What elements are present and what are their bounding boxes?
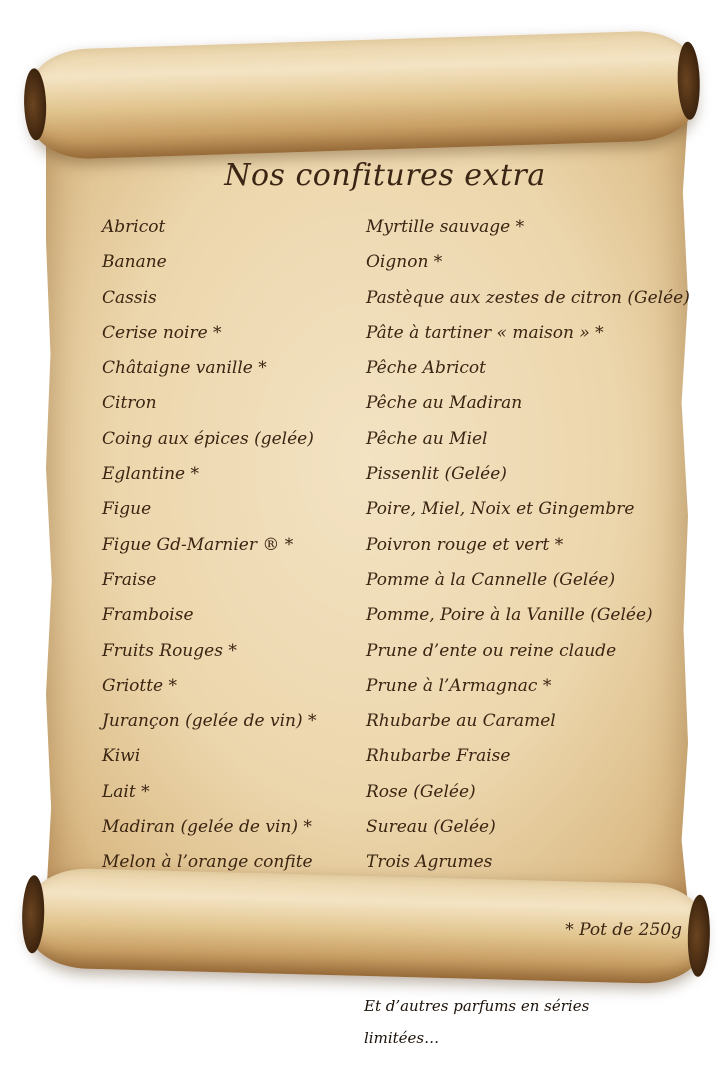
list-item: Pastèque aux zestes de citron (Gelée)	[366, 287, 690, 308]
list-item: Banane	[102, 252, 167, 273]
list-item: Abricot	[102, 217, 166, 237]
list-item: Griotte *	[102, 675, 178, 696]
list-item: Cassis	[102, 287, 157, 308]
scroll-top-roll	[28, 30, 697, 161]
list-item: Pomme, Poire à la Vanille (Gelée)	[366, 605, 653, 626]
list-item: Poire, Miel, Noix et Gingembre	[366, 499, 635, 520]
list-item: Sureau (Gelée)	[366, 817, 496, 838]
list-item: Rhubarbe Fraise	[366, 746, 511, 767]
list-item: Prune à l’Armagnac *	[366, 675, 552, 696]
list-item: Fraise	[102, 569, 157, 590]
list-item: Prune d’ente ou reine claude	[366, 640, 617, 661]
list-item: Pissenlit (Gelée)	[366, 464, 507, 485]
list-item: Myrtille sauvage *	[366, 217, 525, 237]
list-item: Eglantine *	[102, 464, 199, 485]
page-title: Nos confitures extra	[224, 158, 546, 193]
list-item: Figue	[102, 499, 152, 520]
list-item: Citron	[102, 393, 157, 414]
list-item: Kiwi	[102, 746, 141, 767]
list-item: Pêche au Miel	[366, 428, 488, 449]
list-item: Melon à l’orange confite	[102, 852, 313, 873]
list-item: Pêche Abricot	[366, 358, 486, 379]
list-item: Poivron rouge et vert *	[366, 534, 564, 555]
footer-line-2: limitées…	[364, 1029, 440, 1047]
list-item: Madiran (gelée de vin) *	[102, 817, 312, 838]
list-item: Fruits Rouges *	[102, 640, 237, 661]
footer-line-1: Et d’autres parfums en séries	[364, 997, 590, 1015]
list-item: Châtaigne vanille *	[102, 358, 267, 379]
jam-list-right	[366, 212, 688, 883]
list-item: Lait *	[102, 781, 150, 802]
list-item: Pêche au Madiran	[366, 393, 523, 414]
list-item: Oignon *	[366, 252, 443, 273]
list-item: Trois Agrumes	[366, 852, 493, 873]
list-item: Pâte à tartiner « maison » *	[366, 322, 604, 343]
limited-series-note	[364, 990, 664, 1054]
list-item: Rhubarbe au Caramel	[366, 711, 556, 732]
pot-size-note: * Pot de 250g	[565, 920, 682, 940]
list-item: Figue Gd-Marnier ® *	[102, 534, 294, 555]
list-item: Pomme à la Cannelle (Gelée)	[366, 569, 616, 590]
jam-list-left	[102, 212, 364, 883]
list-item: Coing aux épices (gelée)	[102, 428, 314, 449]
list-item: Cerise noire *	[102, 322, 222, 343]
list-item: Rose (Gelée)	[366, 781, 476, 802]
list-item: Framboise	[102, 605, 194, 626]
list-item: Jurançon (gelée de vin) *	[102, 711, 317, 732]
